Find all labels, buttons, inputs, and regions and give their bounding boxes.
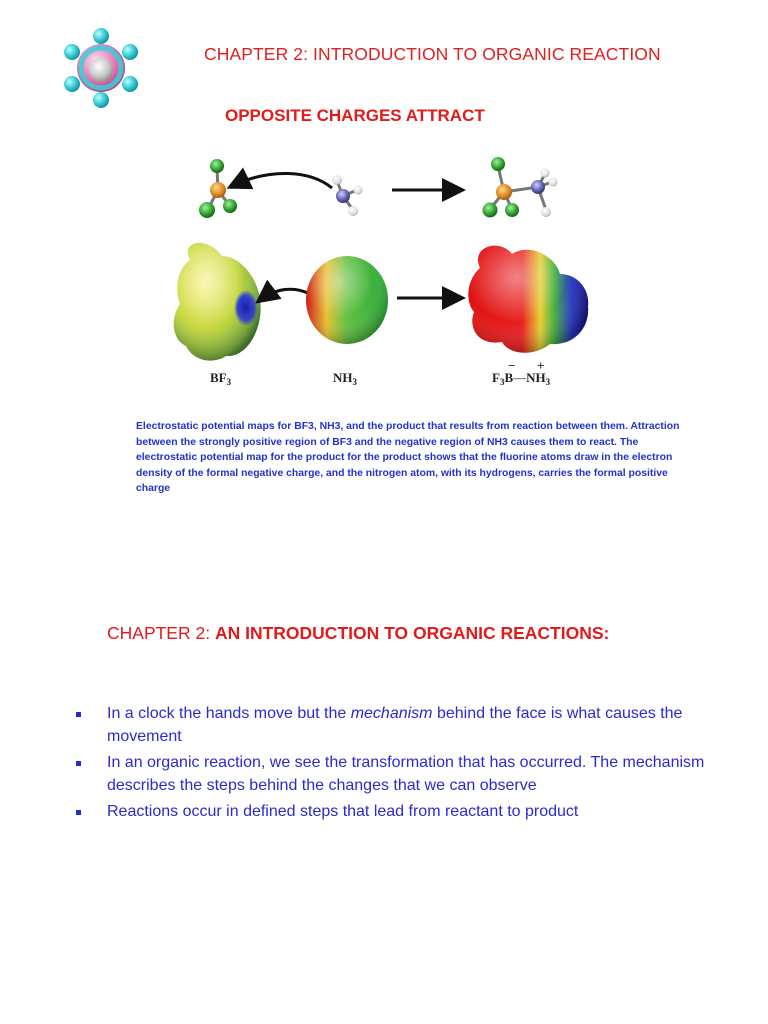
product-ball-stick-model — [483, 157, 558, 218]
section-heading — [107, 623, 609, 644]
bullet-list — [76, 702, 726, 826]
figure-caption: Electrostatic potential maps for BF3, NH3, and the product that results from reaction between them. Attraction between the strongly positive region of BF3 and the negative region of NH3 causes them to react. The electrostatic potential map for the product for the product shows that the fluorine atoms draw in the electron density of the formal negative charge, and the nitrogen atom, with its hydrogens, carries the formal positive charge — [136, 421, 680, 495]
list-item: In a clock the hands move but the mechanism behind the face is what causes the movement — [76, 702, 726, 748]
nh3-potential-map — [306, 256, 388, 344]
section-heading-prefix: CHAPTER 2: — [107, 623, 215, 643]
chapter-title: CHAPTER 2: INTRODUCTION TO ORGANIC REACTION — [204, 44, 661, 64]
electrostatic-potential-figure — [160, 150, 610, 390]
nh3-label: $NH_3$ — [333, 370, 357, 387]
list-item: Reactions occur in defined steps that lead from reactant to product — [76, 800, 726, 823]
bf3-label: $BF_3$ — [210, 370, 232, 387]
bf3-ball-stick-model — [199, 159, 237, 218]
list-item: In an organic reaction, we see the transformation that has occurred. The mechanism describes the steps behind the changes that we can observe — [76, 751, 726, 797]
plus-charge: + — [537, 358, 545, 373]
nh3-ball-stick-model — [332, 175, 363, 216]
svg-text:F3B—NH3: $F_3B—NH_3$ — [492, 370, 551, 387]
molecule-logo-icon — [60, 28, 142, 110]
bullet-square-icon — [76, 810, 81, 815]
curved-arrow-top — [232, 173, 332, 188]
section-heading-bold: AN INTRODUCTION TO ORGANIC REACTIONS: — [214, 623, 610, 643]
product-label — [492, 358, 551, 387]
product-potential-map — [468, 246, 588, 353]
curved-arrow-bottom — [260, 289, 310, 300]
slide-heading: OPPOSITE CHARGES ATTRACT — [225, 106, 485, 125]
minus-charge: − — [508, 358, 516, 373]
bf3-potential-map — [174, 243, 261, 361]
bullet-square-icon — [76, 761, 81, 766]
bullet-square-icon — [76, 712, 81, 717]
